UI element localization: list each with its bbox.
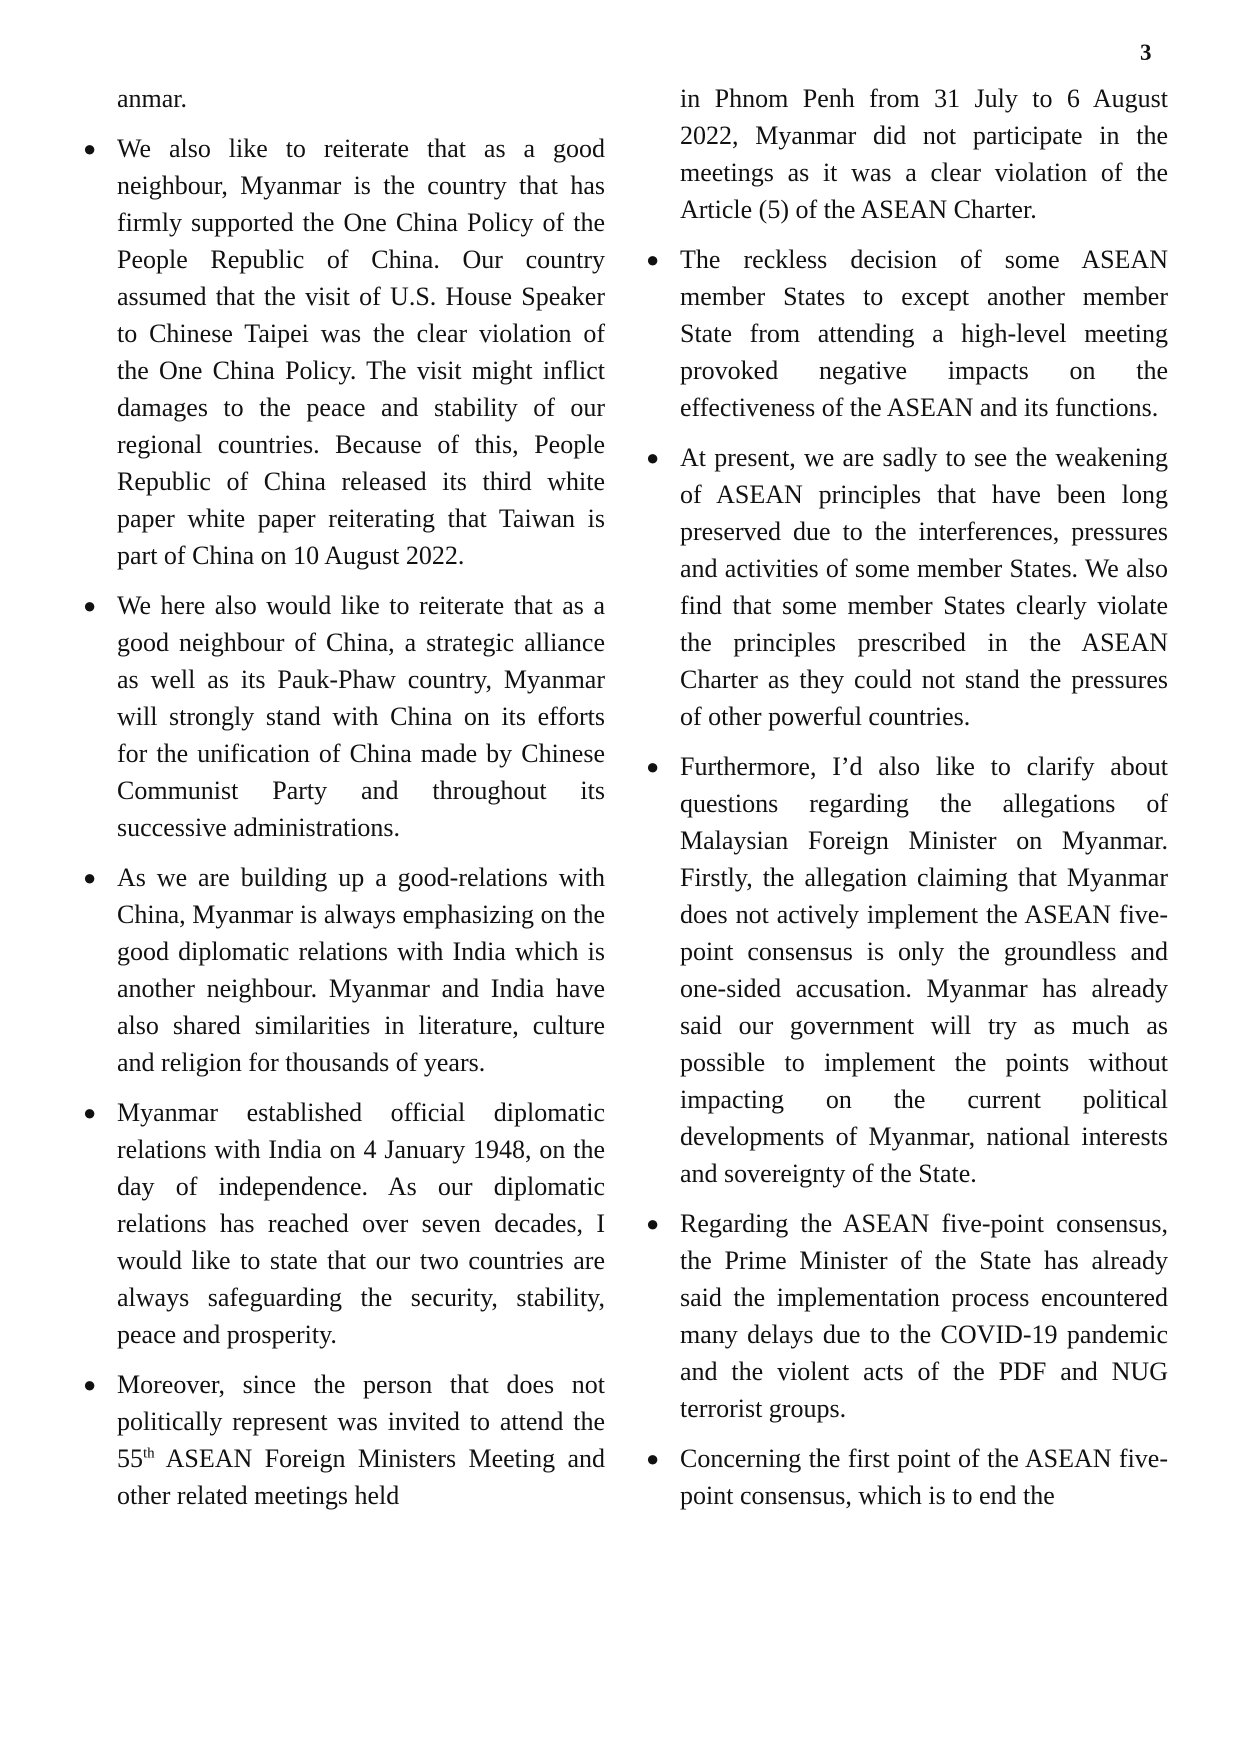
bullet-item [83, 1366, 605, 1514]
bullet-item [83, 130, 605, 574]
bullet-item [646, 1205, 1168, 1427]
bullet-text: We also like to reiterate that as a good neighbour, Myanmar is the country that has firmly supported the One China Policy of the People Republic of China. Our country assumed that the visit of U.S. House Speaker to Chinese Taipei was the clear violation of the One China Policy. The visit might inflict damages to the peace and stability of our regional countries. Because of this, People Republic of China released its third white paper white paper reiterating that Taiwan is part of China on 10 August 2022. [117, 134, 605, 570]
bullet-icon: ● [646, 754, 660, 779]
bullet-item [83, 1094, 605, 1353]
bullet-item [83, 587, 605, 846]
bullet-text: Myanmar established official diplomatic relations with India on 4 January 1948, on the day of independence. As our diplomatic relations has reached over seven decades, I would like to state that our two countries are always safeguarding the security, stability, peace and prosperity. [117, 1098, 605, 1349]
left-column [83, 80, 605, 1527]
bullet-item [646, 748, 1168, 1192]
bullet-text: Furthermore, I’d also like to clarify about questions regarding the allegations of Malaysian Foreign Minister on Myanmar. Firstly, the allegation claiming that Myanmar does not actively implement the ASEAN five-point consensus is only the groundless and one-sided accusation. Myanmar has already said our government will try as much as possible to implement the points without impacting on the current political developments of Myanmar, national interests and sovereignty of the State. [680, 752, 1168, 1188]
bullet-text: Regarding the ASEAN five-point consensus, the Prime Minister of the State has already said the implementation process encountered many delays due to the COVID-19 pandemic and the violent acts of the PDF and NUG terrorist groups. [680, 1209, 1168, 1423]
bullet-icon: ● [646, 1211, 660, 1236]
bullet-item [646, 1440, 1168, 1514]
bullet-text: We here also would like to reiterate that as a good neighbour of China, a strategic alliance as well as its Pauk-Phaw country, Myanmar will strongly stand with China on its efforts for the unification of China made by Chinese Communist Party and throughout its successive administrations. [117, 591, 605, 842]
bullet-text: The reckless decision of some ASEAN member States to except another member State from attending a high-level meeting provoked negative impacts on the effectiveness of the ASEAN and its functions. [680, 245, 1168, 422]
bullet-icon: ● [83, 865, 97, 890]
bullet-text: As we are building up a good-relations with China, Myanmar is always emphasizing on the good diplomatic relations with India which is another neighbour. Myanmar and India have also shared similarities in literature, culture and religion for thousands of years. [117, 863, 605, 1077]
bullet-item [646, 241, 1168, 426]
bullet-icon: ● [83, 593, 97, 618]
bullet-icon: ● [646, 445, 660, 470]
page-number: 3 [1140, 40, 1152, 65]
continuation-paragraph: anmar. [117, 84, 188, 113]
bullet-item [646, 439, 1168, 735]
bullet-text: Concerning the first point of the ASEAN five-point consensus, which is to end the [680, 1444, 1168, 1510]
bullet-text-after: ASEAN Foreign Ministers Meeting and other related meetings held [117, 1444, 605, 1510]
bullet-icon: ● [646, 1446, 660, 1471]
bullet-text: At present, we are sadly to see the weakening of ASEAN principles that have been long preserved due to the interferences, pressures and activities of some member States. We also find that some member States clearly violate the principles prescribed in the ASEAN Charter as they could not stand the pressures of other powerful countries. [680, 443, 1168, 731]
bullet-icon: ● [83, 1372, 97, 1397]
bullet-item [83, 859, 605, 1081]
bullet-icon: ● [646, 247, 660, 272]
bullet-icon: ● [83, 136, 97, 161]
bullet-icon: ● [83, 1100, 97, 1125]
ordinal-superscript: th [143, 1445, 155, 1462]
right-column [646, 80, 1168, 1527]
bullet-text-before: Moreover, since the person that does not politically represent was invited to attend the 55 [117, 1370, 605, 1473]
continuation-paragraph: in Phnom Penh from 31 July to 6 August 2022, Myanmar did not participate in the meetings as it was a clear violation of the Article (5) of the ASEAN Charter. [680, 84, 1168, 224]
